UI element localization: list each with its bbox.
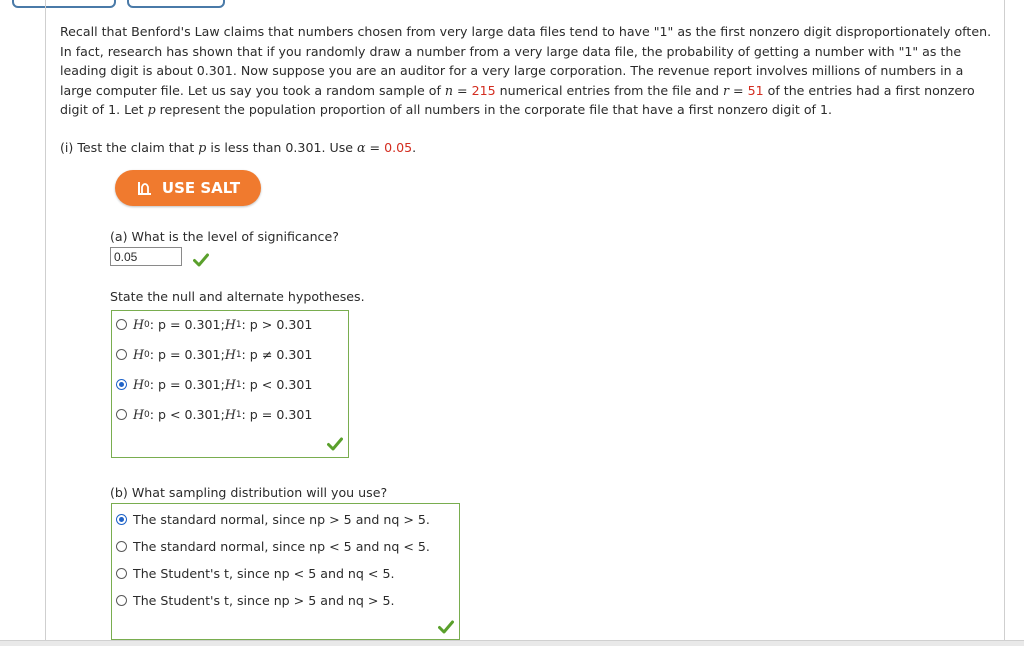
n-value: 215 xyxy=(471,82,496,98)
radio-button[interactable] xyxy=(116,409,127,420)
panel-border-right xyxy=(1004,0,1005,645)
checkmark-icon xyxy=(193,253,209,267)
hypotheses-question: State the null and alternate hypotheses. xyxy=(110,289,365,304)
radio-button[interactable] xyxy=(116,595,127,606)
panel-border-left xyxy=(45,0,46,645)
salt-shaker-icon xyxy=(136,179,154,197)
distribution-option-4[interactable]: The Student's t, since np > 5 and nq > 5. xyxy=(116,593,395,608)
radio-button[interactable] xyxy=(116,541,127,552)
hypothesis-option-2[interactable]: H 0 : p = 0.301; H 1 : p ≠ 0.301 xyxy=(116,347,312,362)
radio-button[interactable] xyxy=(116,319,127,330)
hypothesis-option-4[interactable]: H 0 : p < 0.301; H 1 : p = 0.301 xyxy=(116,407,312,422)
distribution-option-2[interactable]: The standard normal, since np < 5 and nq < 5. xyxy=(116,539,430,554)
r-value: 51 xyxy=(747,82,764,98)
checkmark-icon xyxy=(327,437,343,451)
distribution-option-3[interactable]: The Student's t, since np < 5 and nq < 5. xyxy=(116,566,395,581)
part-a-question: (a) What is the level of significance? xyxy=(110,229,339,244)
alpha-value: 0.05 xyxy=(384,140,413,155)
significance-input[interactable]: 0.05 xyxy=(110,247,182,266)
hypothesis-option-3[interactable]: H 0 : p = 0.301; H 1 : p < 0.301 xyxy=(116,377,312,392)
use-salt-label: USE SALT xyxy=(161,179,241,197)
problem-statement: Recall that Benford's Law claims that numbers chosen from very large data files tend to have "1" as the first nonzero digit disproportionately often. In fact, research has shown that if you randomly draw a number from a very large data file, the probability of getting a number with "1" as the leading digit is about 0.301. Now suppose you are an auditor for a very large corporation. The revenue report involves millions of numbers in a large computer file. Let us say you took a random sample of n = 215 numerical entries from the file and r = 51 of the entries had a first nonzero digit of 1. Let p represent the population proportion of all numbers in the corporate file that have a first nonzero digit of 1. xyxy=(60,24,992,117)
hypothesis-option-1[interactable]: H 0 : p = 0.301; H 1 : p > 0.301 xyxy=(116,317,312,332)
radio-button-selected[interactable] xyxy=(116,514,127,525)
nav-tab-2[interactable] xyxy=(127,0,225,8)
use-salt-button[interactable] xyxy=(115,170,261,206)
radio-button-selected[interactable] xyxy=(116,379,127,390)
hypotheses-choices xyxy=(111,310,349,458)
distribution-choices xyxy=(111,503,460,640)
checkmark-icon xyxy=(438,620,454,634)
part-b-question: (b) What sampling distribution will you use? xyxy=(110,485,388,500)
part-i-prompt: (i) Test the claim that p is less than 0.301. Use α = 0.05. xyxy=(60,140,417,155)
radio-button[interactable] xyxy=(116,349,127,360)
radio-button[interactable] xyxy=(116,568,127,579)
panel-border-bottom xyxy=(0,640,1024,646)
nav-tab-1[interactable] xyxy=(12,0,116,8)
distribution-option-1[interactable]: The standard normal, since np > 5 and nq > 5. xyxy=(116,512,430,527)
